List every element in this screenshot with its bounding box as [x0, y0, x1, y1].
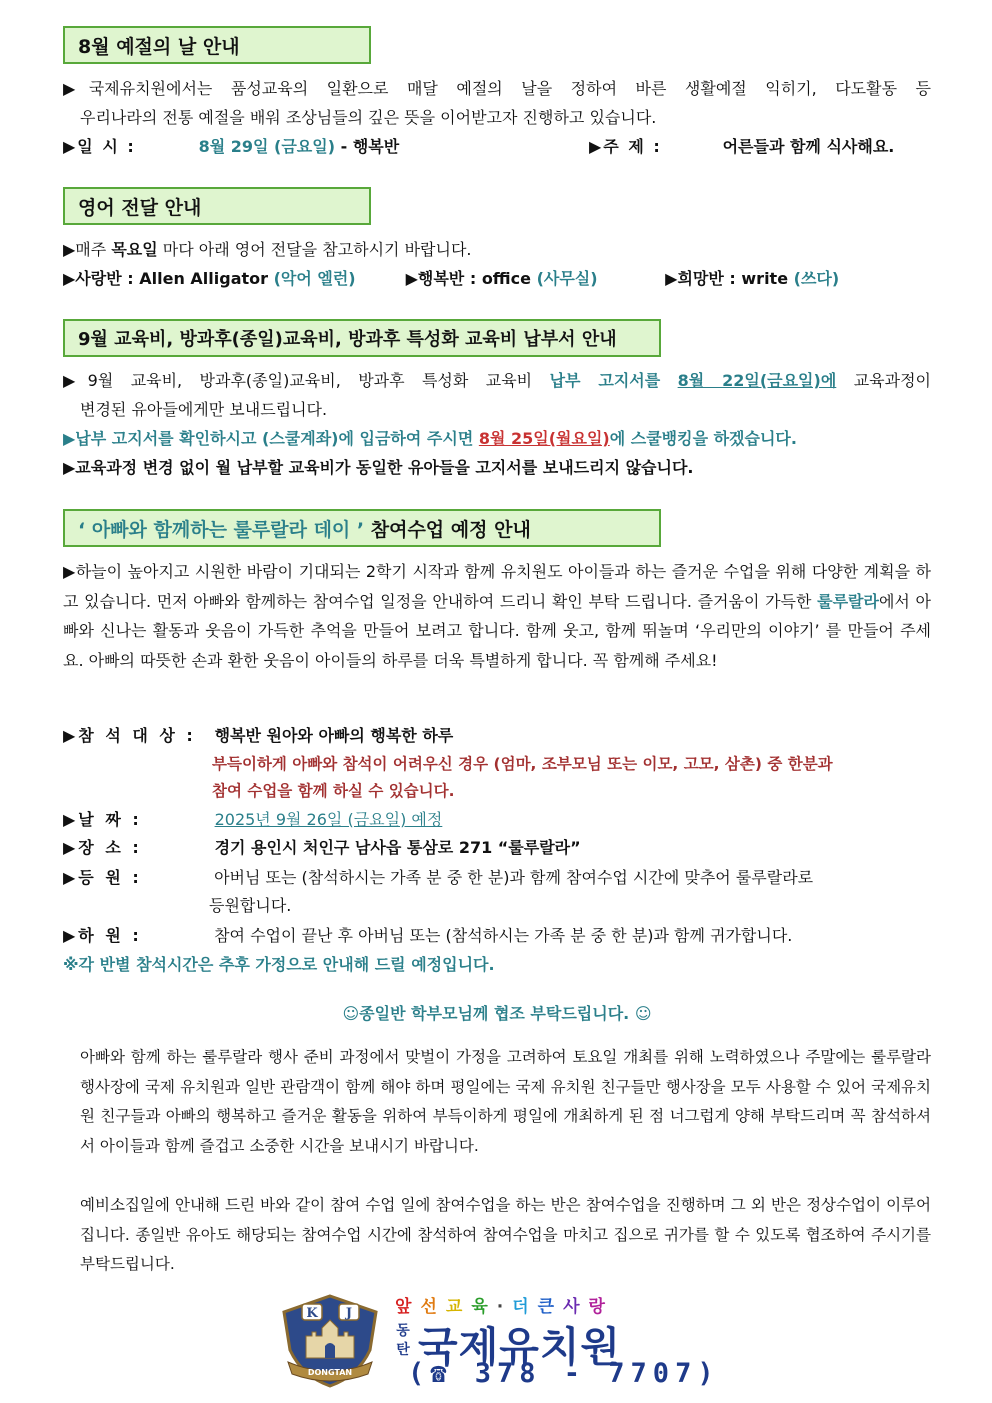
tuition-text: ▶9월 교육비, 방과후(종일)교육비, 방과후 특성화 교육비	[63, 371, 550, 390]
topic-value: 어른들과 함께 식사해요.	[722, 137, 895, 156]
section-title-text: 9월 교육비, 방과후(종일)교육비, 방과후 특성화 교육비 납부서 안내	[78, 329, 617, 350]
tuition-send-date: 8월 22일(금요일)에	[677, 371, 837, 390]
class-label: ▶행복반 :	[405, 269, 477, 288]
location-char: 탄	[396, 1342, 410, 1358]
departure-label: ▶하 원 :	[63, 926, 142, 945]
section-title-text: 영어 전달 안내	[78, 197, 202, 219]
english-intro-day: 목요일	[111, 240, 158, 259]
slogan-char: 랑	[588, 1297, 614, 1317]
etiquette-topic-row	[589, 133, 929, 161]
english-class-haengbok	[406, 265, 660, 293]
daycare-heading: ☺종일반 학부모님께 협조 부탁드립니다. ☺	[342, 1004, 652, 1023]
arrival-row	[63, 864, 931, 892]
event-date-row	[63, 806, 931, 834]
section-title-text: 참여수업 예정 안내	[364, 519, 531, 541]
target-row	[63, 722, 931, 750]
slogan-char: 앞	[395, 1297, 421, 1317]
section-title-etiquette	[63, 26, 371, 64]
target-value: 행복반 원아와 아빠의 행복한 하루	[214, 726, 454, 745]
slogan-char: ·	[496, 1297, 513, 1317]
english-class-huimang	[665, 269, 839, 288]
event-place-row	[63, 834, 931, 862]
event-date-value: 2025년 9월 26일 (금요일) 예정	[214, 810, 443, 829]
class-label: ▶사랑반 :	[63, 269, 134, 288]
phone-number: (☎ 378 - 7707)	[408, 1358, 720, 1389]
english-intro-a: ▶매주	[63, 240, 112, 259]
intro-text: 에서 아빠와 신나는 활동과 웃음이 가득한 추억을 만들어 보려고 합니다. 함께 웃고, 함께 뛰놀며 ‘우리만의 이야기’ 를 만들어 주세요. 아빠의 따뜻한 손과 환한 웃음이 아이들의 하루를 더욱 특별하게 합니다. 꼭 함께해 주세요!	[63, 591, 931, 670]
korean-meaning: (사무실)	[536, 269, 598, 288]
venue-highlight: 룰루랄라	[817, 591, 879, 611]
tuition-text: 교육과정이	[836, 371, 931, 390]
event-date-label: ▶날 짜 :	[63, 810, 142, 829]
slogan-char: 사	[563, 1297, 589, 1317]
intro-text: ▶하늘이 높아지고 시원한 바람이 기대되는 2학기 시작과 함께 유치원도 아이들과 하는 즐거운 수업을 위해 다양한 계획을 하고 있습니다. 먼저 아빠와 함께하는 참여수업 일정을 안내하여 드리니 확인 부탁 드립니다. 즐거움이 가득한	[63, 562, 931, 611]
section-title-text: 8월 예절의 날 안내	[78, 36, 240, 58]
english-intro	[63, 236, 931, 264]
target-note-line1: 부득이하게 아빠와 참석이 어려우신 경우 (엄마, 조부모님 또는 이모, 고모, 삼촌) 중 한분과	[212, 755, 833, 773]
class-label: ▶희망반 :	[665, 269, 736, 288]
tuition-line1	[63, 367, 931, 395]
tuition-line2: 변경된 유아들에게만 보내드립니다.	[80, 400, 328, 419]
english-word: Allen Alligator	[139, 269, 269, 288]
daycare-paragraph1: 아빠와 함께 하는 룰루랄라 행사 준비 과정에서 맞벌이 가정을 고려하여 토요일 개최를 위해 노력하였으나 주말에는 룰루랄라 행사장에 국제 유치원과 일반 관람객이 함께 해야 하며 평일에는 국제 유치원 친구들만 행사장을 모두 사용할 수 있어 국제유치원 친구들과 아빠의 행복하고 즐거운 활동을 위하여 부득이하게 평일에 개최하게 된 점 너그럽게 양해 부탁드리며 꼭 참석하셔서 아이들과 함께 즐겁고 소중한 시간을 보내시기 바랍니다.	[80, 1048, 931, 1155]
departure-value: 참여 수업이 끝난 후 아버님 또는 (참석하시는 가족 분 중 한 분)과 함께 귀가합니다.	[214, 926, 793, 945]
target-label: ▶참 석 대 상 :	[63, 726, 196, 745]
tuition-notice: 납부 고지서를	[549, 371, 661, 390]
etiquette-intro-line2: 우리나라의 전통 예절을 배워 조상님들의 깊은 뜻을 이어받고자 진행하고 있습니다.	[80, 108, 657, 127]
tuition-bank-date: 8월 25일(월요일)	[478, 429, 610, 448]
topic-label: ▶주 제 :	[589, 137, 662, 156]
arrival-value-line2: 등원합니다.	[209, 896, 292, 915]
event-place-value: 경기 용인시 처인구 남사읍 통삼로 271 “룰루랄라”	[214, 838, 581, 857]
english-class-sarang	[63, 265, 400, 293]
slogan-char: 더	[512, 1297, 538, 1317]
korean-meaning: (악어 엘런)	[273, 269, 356, 288]
daycare-paragraph2: 예비소집일에 안내해 드린 바와 같이 참여 수업 일에 참여수업을 하는 반은 참여수업을 진행하며 그 외 반은 정상수업이 이루어집니다. 종일반 유아도 해당되는 참여수업 시간에 참석하여 참여수업을 마치고 집으로 귀가를 할 수 있도록 협조하여 주시기를 부탁드립니다.	[80, 1196, 931, 1274]
tuition-deposit-text: 에 스쿨뱅킹을 하겠습니다.	[609, 429, 797, 448]
section-title-tuition	[63, 319, 661, 357]
target-note-line2: 참여 수업을 함께 하실 수 있습니다.	[212, 782, 455, 800]
korean-meaning: (쓰다)	[793, 269, 840, 288]
tuition-deposit-text: ▶납부 고지서를 확인하시고 (스쿨계좌)에 입금하여 주시면	[63, 429, 479, 448]
slogan-char: 큰	[537, 1297, 564, 1317]
event-place-label: ▶장 소 :	[63, 838, 142, 857]
emblem-ribbon-text: DONGTAN	[307, 1368, 353, 1377]
attendance-time-note: ※각 반별 참석시간은 추후 가정으로 안내해 드릴 예정입니다.	[63, 955, 495, 974]
departure-row	[63, 922, 931, 950]
kindergarten-logo	[278, 1292, 718, 1392]
date-class: - 행복반	[340, 137, 400, 156]
etiquette-intro-line1: ▶국제유치원에서는 품성교육의 일환으로 매달 예절의 날을 정하여 바른 생활예절 익히기, 다도활동 등	[63, 79, 931, 98]
slogan-char: 선	[420, 1297, 446, 1317]
slogan-char: 육	[471, 1297, 497, 1317]
tuition-line3	[63, 425, 931, 453]
slogan-char: 교	[445, 1297, 472, 1317]
emblem-letter-j: J	[345, 1306, 353, 1321]
tuition-line4: ▶교육과정 변경 없이 월 납부할 교육비가 동일한 유아들을 고지서를 보내드리지 않습니다.	[63, 458, 694, 477]
castle-emblem-icon	[278, 1292, 383, 1390]
arrival-value: 아버님 또는 (참석하시는 가족 분 중 한 분)과 함께 참여수업 시간에 맞추어 룰루랄라로	[214, 868, 814, 887]
date-label: ▶일 시 :	[63, 137, 136, 156]
emblem-letter-k: K	[306, 1306, 318, 1321]
english-word: office	[481, 269, 531, 288]
kindergarten-name: 국제유치원	[418, 1323, 622, 1371]
section-title-participation	[63, 509, 661, 547]
date-value: 8월 29일 (금요일)	[198, 137, 336, 156]
english-word: write	[741, 269, 789, 288]
location-char: 동	[396, 1323, 410, 1339]
arrival-label: ▶등 원 :	[63, 868, 142, 887]
section-title-english	[63, 187, 371, 225]
english-intro-c: 마다 아래 영어 전달을 참고하시기 바랍니다.	[157, 240, 472, 259]
participation-intro	[63, 557, 931, 675]
english-class-row	[63, 265, 931, 293]
event-name: ‘ 아빠와 함께하는 룰루랄라 데이 ’	[78, 519, 365, 541]
location-label	[393, 1322, 413, 1360]
